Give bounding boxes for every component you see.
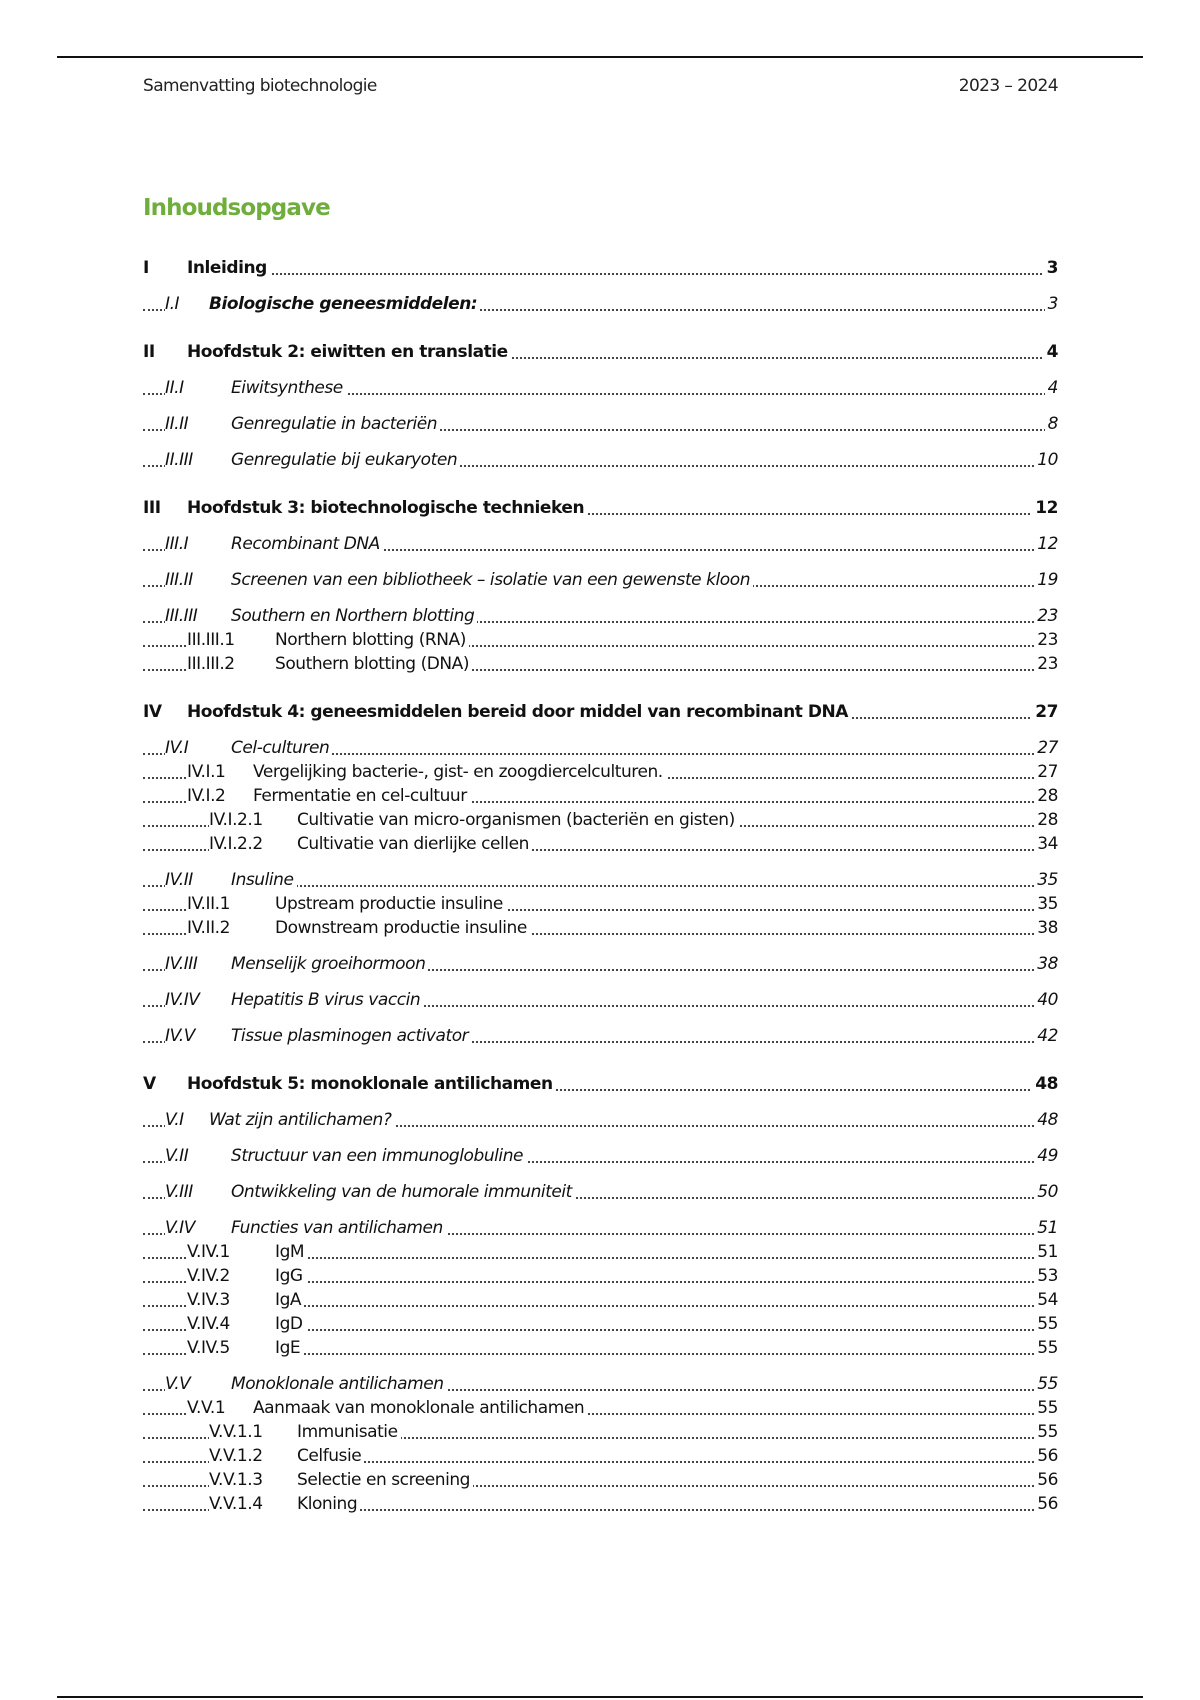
toc-entry-number: V.IV.3 [187, 1288, 275, 1312]
toc-entry-page: 49 [1034, 1144, 1058, 1168]
toc-entry-title: Ontwikkeling van de humorale immuniteit [231, 1180, 575, 1204]
toc-entry-number: II.I [165, 376, 231, 400]
toc-entry-title: IgE [275, 1336, 303, 1360]
toc-entry-title: Vergelijking bacterie-, gist- en zoogdiercelculturen. [253, 760, 666, 784]
toc-entry-subsection[interactable] [143, 1336, 1058, 1360]
toc-entry-page: 4 [1044, 340, 1058, 364]
toc-entry-title: IgM [275, 1240, 307, 1264]
toc-entry-page: 27 [1034, 736, 1058, 760]
toc-entry-number: V.IV.4 [187, 1312, 275, 1336]
toc-entry-title: Celfusie [297, 1444, 364, 1468]
toc-entry-title: Cultivatie van micro-organismen (bacteriën en gisten) [297, 808, 738, 832]
toc-entry-section[interactable] [143, 448, 1058, 472]
toc-entry-title: Screenen van een bibliotheek – isolatie van een gewenste kloon [231, 568, 753, 592]
toc-entry-title: IgA [275, 1288, 304, 1312]
toc-entry-subsection[interactable] [143, 1396, 1058, 1420]
toc-entry-title: Selectie en screening [297, 1468, 473, 1492]
toc-entry-subsection[interactable] [143, 760, 1058, 784]
toc-entry-subsubsection[interactable] [143, 832, 1058, 856]
toc-entry-subsection[interactable] [143, 1264, 1058, 1288]
toc-entry-title: Menselijk groeihormoon [231, 952, 428, 976]
toc-entry-number: III [143, 496, 187, 520]
toc-entry-number: III.III.2 [187, 652, 275, 676]
toc-entry-section[interactable] [143, 1372, 1058, 1396]
toc-entry-page: 19 [1034, 568, 1058, 592]
toc-entry-subsubsection[interactable] [143, 1444, 1058, 1468]
toc-entry-title: Cel-culturen [231, 736, 332, 760]
toc-entry-subsubsection[interactable] [143, 808, 1058, 832]
toc-entry-title: IgG [275, 1264, 306, 1288]
toc-entry-page: 53 [1034, 1264, 1058, 1288]
toc-entry-number: IV.II [165, 868, 231, 892]
toc-entry-chapter[interactable] [143, 256, 1058, 280]
toc-entry-page: 48 [1034, 1108, 1058, 1132]
toc-entry-section[interactable] [143, 532, 1058, 556]
toc-entry-page: 55 [1034, 1336, 1058, 1360]
toc-entry-title: Hoofdstuk 2: eiwitten en translatie [187, 340, 511, 364]
toc-entry-page: 51 [1034, 1216, 1058, 1240]
toc-entry-title: Genregulatie in bacteriën [231, 412, 440, 436]
toc-entry-title: Downstream productie insuline [275, 916, 530, 940]
toc-entry-subsection[interactable] [143, 1288, 1058, 1312]
toc-entry-section[interactable] [143, 868, 1058, 892]
toc-entry-page: 51 [1034, 1240, 1058, 1264]
toc-entry-subsection[interactable] [143, 892, 1058, 916]
toc-entry-subsection[interactable] [143, 1312, 1058, 1336]
toc-entry-title: Cultivatie van dierlijke cellen [297, 832, 532, 856]
page-header [143, 76, 1058, 96]
toc-entry-number: V.V.1.2 [209, 1444, 297, 1468]
toc-entry-title: Hepatitis B virus vaccin [231, 988, 423, 1012]
toc-entry-title: Northern blotting (RNA) [275, 628, 469, 652]
toc-entry-title: Upstream productie insuline [275, 892, 506, 916]
toc-entry-number: IV.I.1 [187, 760, 253, 784]
toc-entry-title: Hoofdstuk 4: geneesmiddelen bereid door middel van recombinant DNA [187, 700, 851, 724]
toc-entry-subsection[interactable] [143, 628, 1058, 652]
toc-entry-page: 38 [1034, 916, 1058, 940]
toc-entry-number: V.IV.1 [187, 1240, 275, 1264]
toc-entry-subsection[interactable] [143, 784, 1058, 808]
toc-entry-page: 55 [1034, 1420, 1058, 1444]
toc-entry-number: V.V [165, 1372, 231, 1396]
toc-entry-number: III.III.1 [187, 628, 275, 652]
toc-entry-title: Eiwitsynthese [231, 376, 346, 400]
toc-entry-page: 56 [1034, 1444, 1058, 1468]
toc-entry-section[interactable] [143, 952, 1058, 976]
toc-entry-title: Immunisatie [297, 1420, 401, 1444]
toc-entry-section[interactable] [143, 412, 1058, 436]
toc-entry-chapter[interactable] [143, 1072, 1058, 1096]
header-academic-year: 2023 – 2024 [958, 76, 1058, 96]
toc-entry-page: 3 [1044, 256, 1058, 280]
toc-entry-number: IV.III [165, 952, 231, 976]
dot-leader [143, 273, 1058, 275]
header-document-title: Samenvatting biotechnologie [143, 76, 377, 96]
toc-entry-number: V.V.1.4 [209, 1492, 297, 1516]
toc-entry-number: V.IV.2 [187, 1264, 275, 1288]
bottom-rule [57, 1696, 1143, 1698]
toc-entry-section[interactable] [143, 1144, 1058, 1168]
toc-entry-title: Southern en Northern blotting [231, 604, 477, 628]
toc-entry-page: 27 [1032, 700, 1058, 724]
toc-entry-number: V.V.1 [187, 1396, 253, 1420]
toc-entry-page: 8 [1045, 412, 1058, 436]
toc-entry-number: IV.I.2.1 [209, 808, 297, 832]
toc-entry-number: I [143, 256, 187, 280]
toc-entry-number: III.II [165, 568, 231, 592]
toc-entry-number: IV.II.2 [187, 916, 275, 940]
toc-entry-title: Wat zijn antilichamen? [209, 1108, 394, 1132]
toc-entry-number: V.IV [165, 1216, 231, 1240]
toc-entry-title: Insuline [231, 868, 297, 892]
toc-entry-chapter[interactable] [143, 496, 1058, 520]
toc-entry-number: II [143, 340, 187, 364]
toc-entry-number: V.IV.5 [187, 1336, 275, 1360]
toc-entry-title: Hoofdstuk 3: biotechnologische technieken [187, 496, 587, 520]
toc-entry-number: V.V.1.1 [209, 1420, 297, 1444]
toc-entry-subsubsection[interactable] [143, 1492, 1058, 1516]
toc-entry-number: IV.II.1 [187, 892, 275, 916]
toc-entry-number: IV.V [165, 1024, 231, 1048]
toc-entry-title: Kloning [297, 1492, 360, 1516]
toc-entry-number: V.II [165, 1144, 231, 1168]
toc-entry-title: Monoklonale antilichamen [231, 1372, 447, 1396]
toc-entry-number: I.I [165, 292, 209, 316]
toc-entry-page: 34 [1034, 832, 1058, 856]
toc-entry-page: 10 [1034, 448, 1058, 472]
toc-entry-subsection[interactable] [143, 916, 1058, 940]
toc-entry-title: Recombinant DNA [231, 532, 383, 556]
toc-entry-page: 55 [1034, 1312, 1058, 1336]
table-of-contents [143, 256, 1058, 1516]
toc-entry-page: 28 [1034, 808, 1058, 832]
toc-entry-page: 56 [1034, 1468, 1058, 1492]
toc-entry-subsection[interactable] [143, 652, 1058, 676]
toc-entry-number: III.I [165, 532, 231, 556]
toc-entry-section[interactable] [143, 1180, 1058, 1204]
toc-heading: Inhoudsopgave [143, 195, 330, 221]
toc-entry-page: 50 [1034, 1180, 1058, 1204]
toc-entry-page: 23 [1034, 628, 1058, 652]
toc-entry-page: 12 [1032, 496, 1058, 520]
toc-entry-number: IV.I.2 [187, 784, 253, 808]
toc-entry-subsection[interactable] [143, 1240, 1058, 1264]
toc-entry-section[interactable] [143, 1216, 1058, 1240]
toc-entry-title: Aanmaak van monoklonale antilichamen [253, 1396, 587, 1420]
toc-entry-section[interactable] [143, 1108, 1058, 1132]
toc-entry-title: Inleiding [187, 256, 270, 280]
toc-entry-number: IV [143, 700, 187, 724]
toc-entry-page: 38 [1034, 952, 1058, 976]
toc-entry-title: Tissue plasminogen activator [231, 1024, 471, 1048]
toc-entry-title: Biologische geneesmiddelen: [209, 292, 480, 316]
toc-entry-number: II.III [165, 448, 231, 472]
toc-entry-number: V [143, 1072, 187, 1096]
toc-entry-subsubsection[interactable] [143, 1468, 1058, 1492]
toc-entry-section[interactable] [143, 1024, 1058, 1048]
toc-entry-page: 35 [1034, 868, 1058, 892]
toc-entry-section[interactable] [143, 292, 1058, 316]
toc-entry-page: 55 [1034, 1396, 1058, 1420]
toc-entry-section[interactable] [143, 376, 1058, 400]
toc-entry-number: IV.IV [165, 988, 231, 1012]
toc-entry-section[interactable] [143, 988, 1058, 1012]
toc-entry-chapter[interactable] [143, 700, 1058, 724]
toc-entry-title: Hoofdstuk 5: monoklonale antilichamen [187, 1072, 556, 1096]
toc-entry-section[interactable] [143, 736, 1058, 760]
toc-entry-number: V.III [165, 1180, 231, 1204]
toc-entry-section[interactable] [143, 568, 1058, 592]
toc-entry-page: 40 [1034, 988, 1058, 1012]
toc-entry-page: 54 [1034, 1288, 1058, 1312]
toc-entry-page: 12 [1034, 532, 1058, 556]
toc-entry-page: 4 [1045, 376, 1058, 400]
toc-entry-title: Functies van antilichamen [231, 1216, 446, 1240]
toc-entry-page: 27 [1034, 760, 1058, 784]
toc-entry-page: 3 [1045, 292, 1058, 316]
toc-entry-page: 35 [1034, 892, 1058, 916]
toc-entry-title: Genregulatie bij eukaryoten [231, 448, 460, 472]
toc-entry-page: 23 [1034, 652, 1058, 676]
toc-entry-page: 42 [1034, 1024, 1058, 1048]
toc-entry-section[interactable] [143, 604, 1058, 628]
toc-entry-page: 55 [1034, 1372, 1058, 1396]
toc-entry-number: V.V.1.3 [209, 1468, 297, 1492]
toc-entry-page: 56 [1034, 1492, 1058, 1516]
toc-entry-title: Fermentatie en cel-cultuur [253, 784, 470, 808]
top-rule [57, 56, 1143, 58]
toc-entry-page: 23 [1034, 604, 1058, 628]
toc-entry-page: 28 [1034, 784, 1058, 808]
toc-entry-number: IV.I [165, 736, 231, 760]
toc-entry-title: IgD [275, 1312, 306, 1336]
toc-entry-title: Southern blotting (DNA) [275, 652, 472, 676]
toc-entry-chapter[interactable] [143, 340, 1058, 364]
toc-entry-subsubsection[interactable] [143, 1420, 1058, 1444]
toc-entry-number: II.II [165, 412, 231, 436]
toc-entry-page: 48 [1032, 1072, 1058, 1096]
toc-entry-number: III.III [165, 604, 231, 628]
toc-entry-number: IV.I.2.2 [209, 832, 297, 856]
toc-entry-number: V.I [165, 1108, 209, 1132]
toc-entry-title: Structuur van een immunoglobuline [231, 1144, 526, 1168]
